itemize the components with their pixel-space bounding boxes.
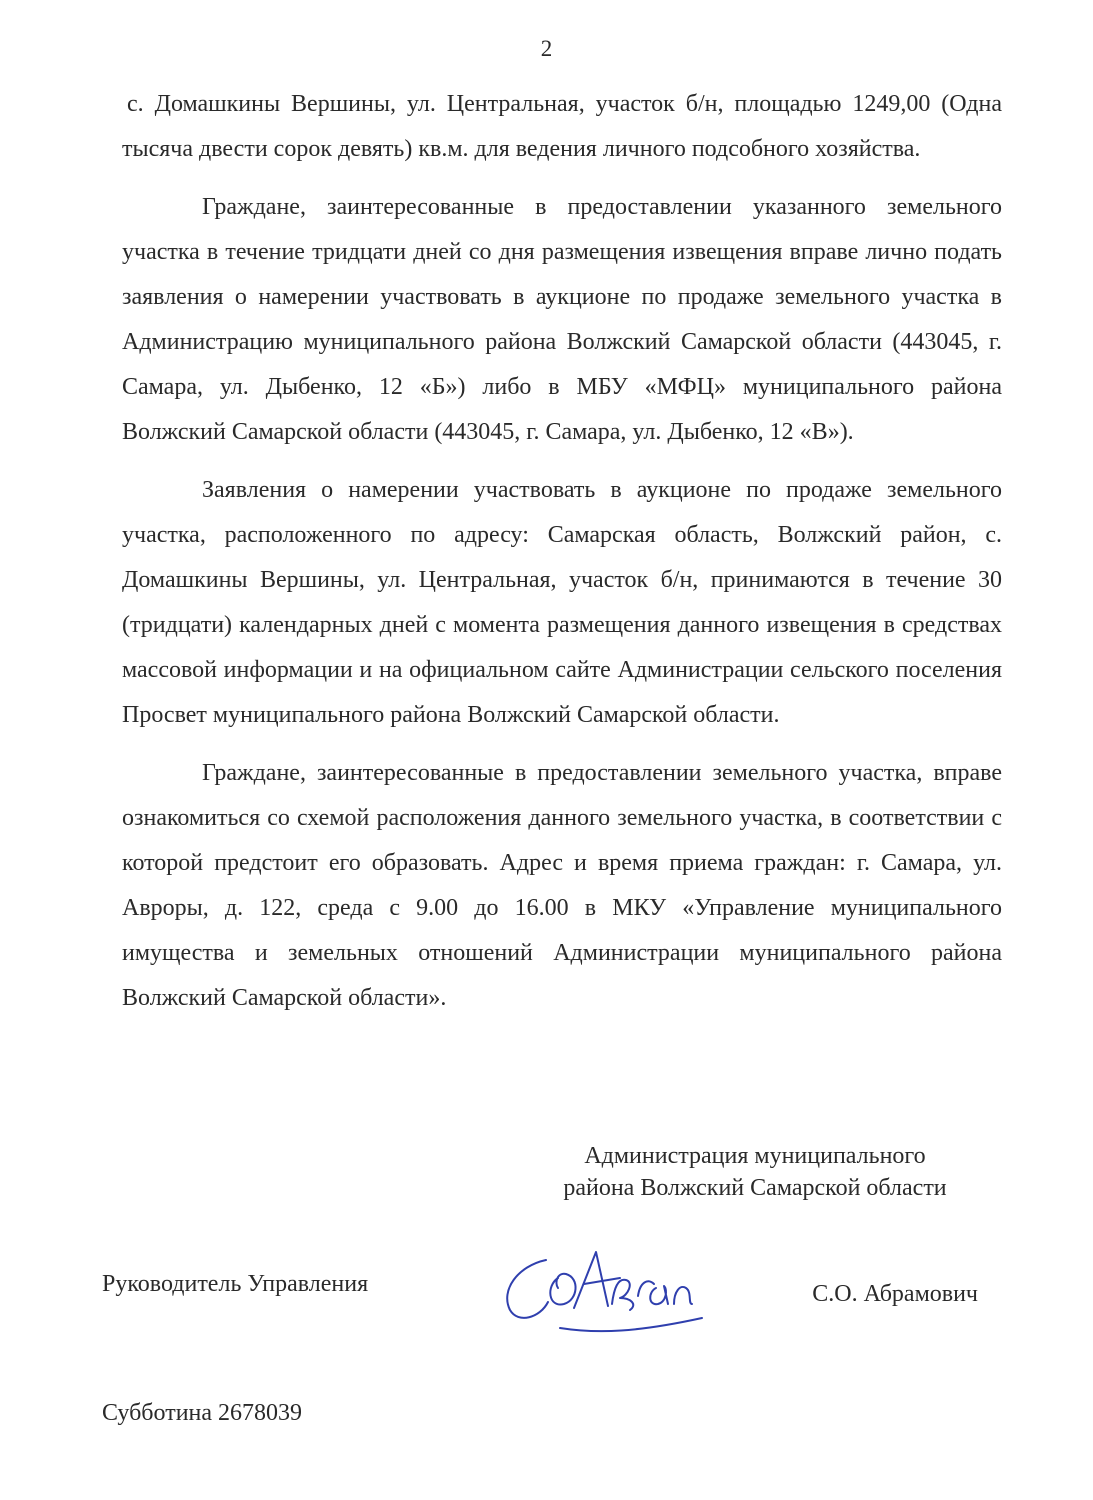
organization-line-1: Администрация муниципального bbox=[584, 1143, 926, 1169]
signatory-name: С.О. Абрамович bbox=[812, 1281, 978, 1307]
page-number: 2 bbox=[540, 36, 553, 61]
paragraph-application-submission: Граждане, заинтересованные в предоставлении указанного земельного участка в течение тридцати дней со дня размещения извещения вправе лично подать заявления о намерении участвовать в аукционе по продаже земельного участка в Администрацию муниципального района Волжский Самарской области (443045, г. Самара, ул. Дыбенко, 12 «Б») либо в МБУ «МФЦ» муниципального района Волжский Самарской области (443045, г. Самара, ул. Дыбенко, 12 «В»). bbox=[122, 194, 1002, 445]
paragraph-scheme-review: Граждане, заинтересованные в предоставлении земельного участка, вправе ознакомиться со схемой расположения данного земельного участка, в соответствии с которой предстоит его образовать. Адрес и время приема граждан: г. Самара, ул. Авроры, д. 122, среда с 9.00 до 16.00 в МКУ «Управление муниципального имущества и земельных отношений Администрации муниципального района Волжский Самарской области». bbox=[122, 760, 1002, 1011]
organization-block bbox=[520, 1140, 990, 1204]
document-body bbox=[122, 82, 1002, 1034]
organization-line-2: района Волжский Самарской области bbox=[563, 1175, 947, 1201]
handwritten-signature bbox=[488, 1238, 718, 1338]
paragraph-application-period: Заявления о намерении участвовать в аукционе по продаже земельного участка, расположенного по адресу: Самарская область, Волжский район, с. Домашкины Вершины, ул. Центральная, участок б/н, принимаются в течение 30 (тридцати) календарных дней с момента размещения данного извещения в средствах массовой информации и на официальном сайте Администрации сельского поселения Просвет муниципального района Волжский Самарской области. bbox=[122, 477, 1002, 728]
paragraph-continuation: с. Домашкины Вершины, ул. Центральная, участок б/н, площадью 1249,00 (Одна тысяча двести сорок девять) кв.м. для ведения личного подсобного хозяйства. bbox=[122, 91, 1002, 162]
executor-contact: Субботина 2678039 bbox=[102, 1400, 303, 1426]
signatory-title: Руководитель Управления bbox=[102, 1271, 369, 1297]
